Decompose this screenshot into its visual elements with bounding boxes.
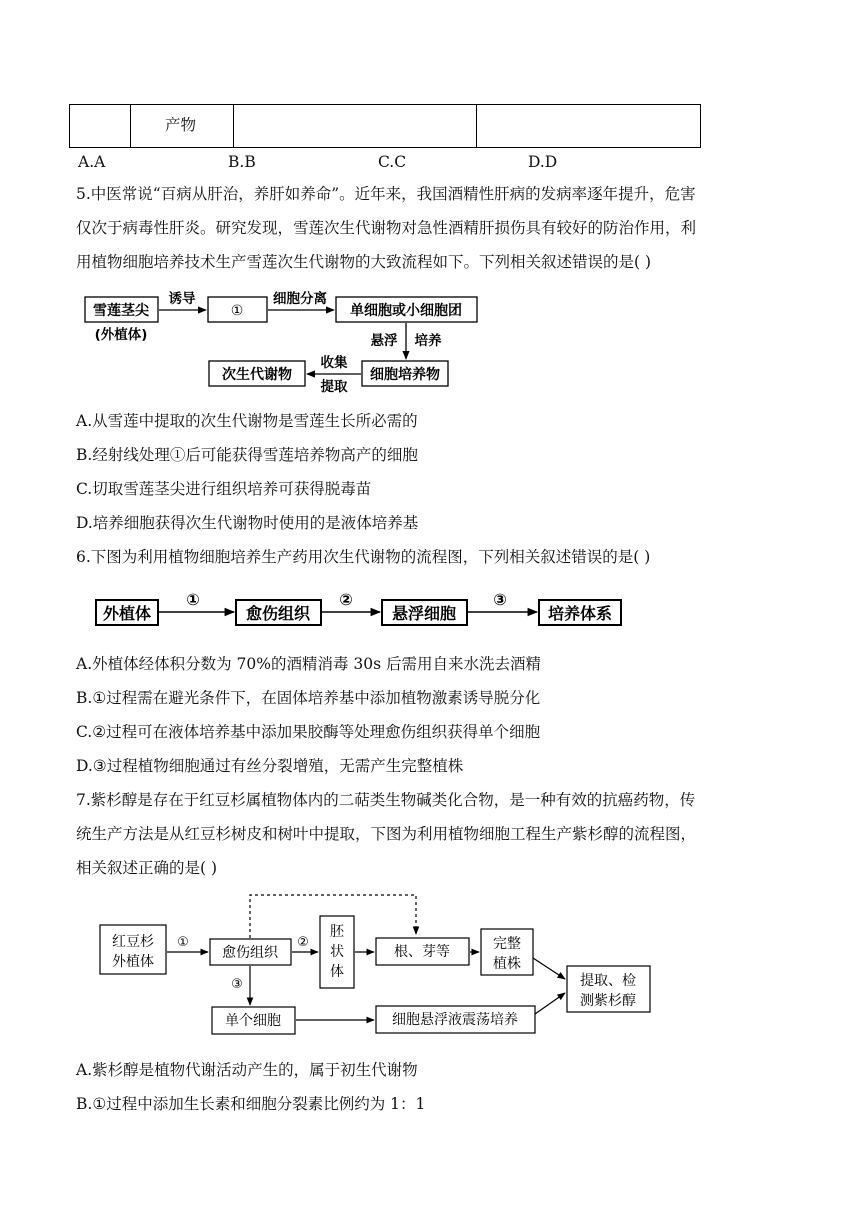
table-cell-text: 产物 (165, 116, 197, 134)
q5-arrow-3-left-label: 悬浮 (370, 333, 398, 349)
q5-stem-line: 用植物细胞培养技术生产雪莲次生代谢物的大致流程如下。下列相关叙述错误的是( ) (76, 253, 652, 271)
q5-option-d: D.培养细胞获得次生代谢物时使用的是液体培养基 (76, 514, 419, 532)
q7-box-callus (210, 939, 291, 965)
q5-flow-diagram (0, 280, 860, 395)
q7-box-plant (481, 929, 533, 975)
q7-step-2: ② (297, 935, 309, 950)
q4-option-a: A.A (78, 153, 106, 171)
q4-option-d: D.D (528, 153, 558, 171)
q7-step-1: ① (177, 935, 189, 950)
q5-stem-line: 5.中医常说“百病从肝治，养肝如养命”。近年来，我国酒精性肝病的发病率逐年提升，危害 (76, 185, 696, 203)
q5-box-explant-label: 雪莲茎尖 (93, 303, 149, 319)
q6-option-a: A.外植体经体积分数为 70%的酒精消毒 30s 后需用自来水洗去酒精 (76, 655, 542, 673)
q7-box-plant-line2: 植株 (493, 956, 521, 972)
q7-stem-line: 7.紫杉醇是存在于红豆杉属植物体内的二萜类生物碱类化合物，是一种有效的抗癌药物，传 (76, 791, 696, 809)
q5-box-single-cell-label: 单细胞或小细胞团 (350, 303, 462, 319)
q7-box-plant-line1: 完整 (493, 936, 521, 952)
q5-option-a: A.从雪莲中提取的次生代谢物是雪莲生长所必需的 (76, 412, 418, 430)
q7-box-embryoid (320, 916, 354, 988)
q7-box-embryoid-line2: 状 (330, 944, 344, 960)
q5-box-circle1-label: ① (230, 303, 244, 319)
q6-option-d: D.③过程植物细胞通过有丝分裂增殖，无需产生完整植株 (76, 757, 464, 775)
q5-box-culture (362, 361, 448, 386)
q7-box-embryoid-line1: 胚 (330, 924, 344, 940)
q6-option-c: C.②过程可在液体培养基中添加果胶酶等处理愈伤组织获得单个细胞 (76, 723, 541, 741)
q7-box-single-cell-label: 单个细胞 (225, 1013, 281, 1029)
q5-option-b: B.经射线处理①后可能获得雪莲培养物高产的细胞 (76, 446, 418, 464)
q7-box-explant-line2: 外植体 (112, 954, 154, 970)
q6-option-b: B.①过程需在避光条件下，在固体培养基中添加植物激素诱导脱分化 (76, 689, 541, 707)
q4-option-c: C.C (378, 153, 407, 171)
q6-box-explant-label: 外植体 (102, 604, 152, 623)
q6-box-callus (236, 600, 321, 625)
q6-step-1: ① (186, 590, 200, 609)
q6-box-system (539, 600, 621, 625)
q7-flow-diagram (0, 890, 860, 1045)
q7-arrow-suspension-extract (535, 993, 565, 1014)
q5-option-c: C.切取雪莲茎尖进行组织培养可获得脱毒苗 (76, 480, 372, 498)
q5-stem-line: 仅次于病毒性肝炎。研究发现，雪莲次生代谢物对急性酒精肝损伤具有较好的防治作用，利 (76, 219, 697, 237)
q6-flow-diagram (0, 585, 860, 630)
q5-arrow-2-label: 细胞分离 (273, 291, 327, 307)
q5-box-circle1 (208, 297, 267, 322)
q7-box-extract-line1: 提取、检 (580, 973, 636, 989)
q7-box-extract (567, 966, 650, 1012)
q6-box-suspension-label: 悬浮细胞 (391, 604, 457, 623)
table-cell (130, 105, 234, 147)
q6-step-2: ② (339, 590, 353, 609)
q7-box-suspension (376, 1006, 535, 1033)
table-cell (70, 105, 131, 147)
q7-step-3: ③ (231, 977, 243, 992)
q6-step-3: ③ (493, 590, 507, 609)
q5-box-explant (85, 297, 158, 322)
q7-arrow-plant-extract (533, 958, 565, 979)
q7-box-embryoid-line3: 体 (330, 964, 344, 980)
q6-box-callus-label: 愈伤组织 (245, 604, 311, 623)
q6-stem: 6.下图为利用植物细胞培养生产药用次生代谢物的流程图，下列相关叙述错误的是( ) (76, 548, 651, 566)
q5-arrow-4-top-label: 收集 (320, 355, 348, 371)
q7-stem-line: 相关叙述正确的是( ) (76, 859, 218, 877)
q7-box-explant-line1: 红豆杉 (112, 934, 154, 950)
q7-box-root-bud-label: 根、芽等 (394, 944, 450, 960)
q6-box-suspension (382, 600, 467, 625)
q7-box-suspension-label: 细胞悬浮液震荡培养 (392, 1012, 518, 1028)
table-cell (233, 105, 477, 147)
q7-box-root-bud (376, 938, 469, 965)
q5-box-metabolite-label: 次生代谢物 (222, 367, 292, 383)
q5-box-metabolite (209, 361, 305, 386)
q5-arrow-4-bottom-label: 提取 (320, 379, 348, 395)
q7-box-explant (100, 925, 166, 974)
q5-explant-sub-label: (外植体) (94, 327, 148, 343)
q6-box-system-label: 培养体系 (547, 604, 613, 623)
q5-box-culture-label: 细胞培养物 (370, 367, 440, 383)
q7-stem-line: 统生产方法是从红豆杉树皮和树叶中提取，下图为利用植物细胞工程生产紫杉醇的流程图， (76, 825, 697, 843)
q4-option-b: B.B (228, 153, 256, 171)
q7-option-b: B.①过程中添加生长素和细胞分裂素比例约为 1：1 (76, 1095, 426, 1113)
q7-box-single-cell (212, 1007, 295, 1034)
answer-table-fragment (69, 104, 701, 148)
q5-arrow-1-label: 诱导 (168, 291, 196, 307)
q5-box-single-cell (336, 297, 477, 322)
q5-arrow-3-right-label: 培养 (414, 333, 442, 349)
q6-box-explant (96, 600, 158, 625)
q7-box-extract-line2: 测紫杉醇 (580, 993, 636, 1009)
q7-box-callus-label: 愈伤组织 (222, 945, 278, 961)
q7-option-a: A.紫杉醇是植物代谢活动产生的，属于初生代谢物 (76, 1061, 418, 1079)
